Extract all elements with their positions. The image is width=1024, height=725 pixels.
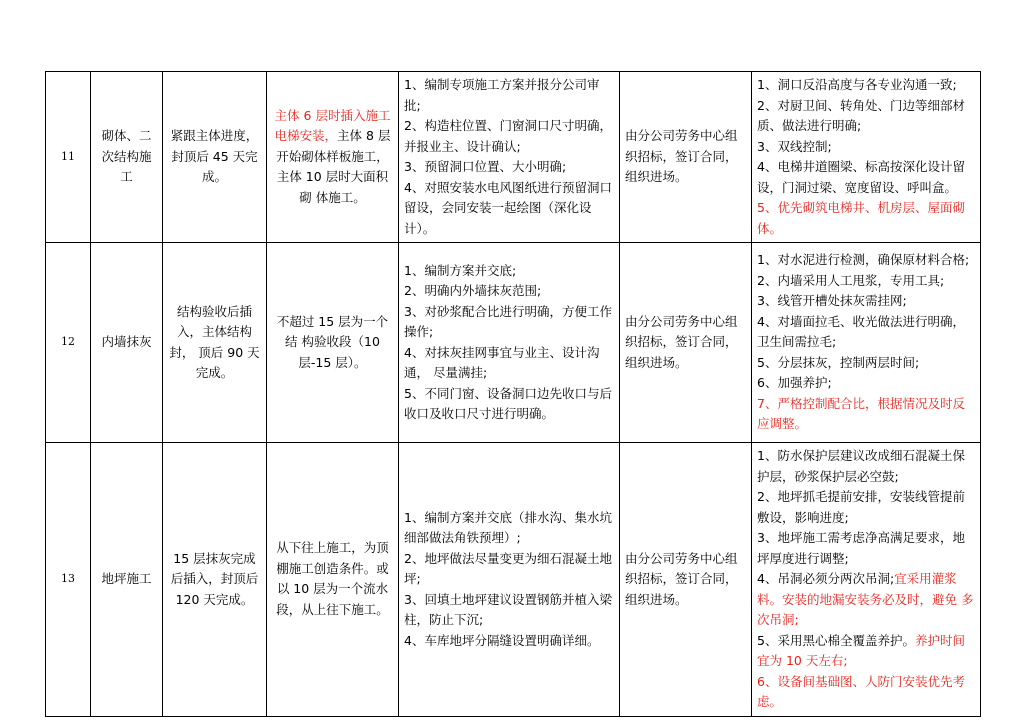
list-item: 2、明确内外墙抹灰范围; — [404, 283, 542, 298]
list-item: 2、地坪抓毛提前安排，安装线管提前 敷设，影响进度; — [757, 489, 965, 525]
item-name: 砌体、二次结构施工 — [91, 72, 163, 243]
segment-text: 主体 8 层开始砌体样板施工， 主体 10 层时大面积砌 体施工。 — [276, 128, 391, 205]
list-item: 1、防水保护层建议改成细石混凝土保护层，砂浆保护层必空鼓; — [757, 448, 965, 484]
insertion-timing: 紧跟主体进度，封顶后 45 天完成。 — [163, 72, 267, 243]
item-name: 内墙抹灰 — [91, 243, 163, 443]
list-item: 4、对抹灰挂网事宜与业主、设计沟通， 尽量满挂; — [404, 344, 600, 380]
list-item-highlight: 5、优先砌筑电梯井、机房层、屋面砌 体。 — [757, 200, 965, 236]
list-item: 4、对照安装水电风图纸进行预留洞口 留设，会同安装一起绘图（深化设计）。 — [404, 179, 612, 236]
list-item: 4、车库地坪分隔缝设置明确详细。 — [404, 632, 600, 648]
control-measures — [752, 72, 981, 243]
list-item: 2、构造柱位置、门窗洞口尺寸明确， 并报业主、设计确认; — [404, 118, 612, 154]
labor-arrangement: 由分公司劳务中心组织招标，签订合同，组织进场。 — [620, 443, 752, 717]
list-item: 4、电梯井道圈梁、标高按深化设计留 设，门洞过梁、宽度留设、呼叫盒。 — [757, 159, 965, 195]
labor-arrangement: 由分公司劳务中心组织招标，签订合同，组织进场。 — [620, 243, 752, 443]
list-item: 1、洞口反沿高度与各专业沟通一致; — [757, 77, 957, 92]
construction-segment: 不超过 15 层为一个结 构验收段（10 层-15 层）。 — [267, 243, 399, 443]
preparation-plan — [399, 72, 620, 243]
list-item: 3、对砂浆配合比进行明确，方便工作 操作; — [404, 303, 612, 339]
list-item: 3、双线控制; — [757, 138, 832, 154]
list-item: 3、线管开槽处抹灰需挂网; — [757, 293, 907, 309]
list-item: 2、内墙采用人工甩浆，专用工具; — [757, 272, 945, 288]
list-item: 6、加强养护; — [757, 375, 832, 391]
insertion-timing: 结构验收后插入，主体结构封， 顶后 90 天完成。 — [163, 243, 267, 443]
construction-plan-table — [45, 71, 981, 717]
list-item: 2、对厨卫间、转角处、门边等细部材 质、做法进行明确; — [757, 97, 965, 133]
row-number: 13 — [46, 443, 91, 717]
control-measures — [752, 443, 981, 717]
labor-arrangement: 由分公司劳务中心组织招标，签订合同，组织进场。 — [620, 72, 752, 243]
list-item: 1、编制专项施工方案并报分公司审 批; — [404, 77, 600, 113]
list-item: 1、对水泥进行检测，确保原材料合格; — [757, 252, 970, 268]
list-item-text: 5、采用黑心棉全覆盖养护。 — [757, 632, 915, 648]
list-item: 5、分层抹灰，控制两层时间; — [757, 354, 920, 370]
list-item: 2、地坪做法尽量变更为细石混凝土地 坪; — [404, 550, 612, 586]
list-item — [757, 631, 975, 672]
list-item-highlight: 养护时间 宜为 10 天左右; — [757, 632, 965, 668]
list-item-highlight: 6、设备间基础图、人防门安装优先考 虑。 — [757, 673, 965, 709]
list-item: 3、地坪施工需考虑净高满足要求，地 坪厚度进行调整; — [757, 530, 965, 566]
list-item-text: 4、吊洞必须分两次吊洞; — [757, 571, 895, 586]
segment-highlight: 主体 6 层时插入施工电梯安装， — [274, 107, 391, 144]
preparation-plan — [399, 243, 620, 443]
row-number: 12 — [46, 243, 91, 443]
construction-segment: 从下往上施工，为顶棚施工创造条件。或以 10 层为一个流水 段，从上往下施工。 — [267, 443, 399, 717]
list-item: 1、编制方案并交底; — [404, 262, 517, 278]
control-measures — [752, 243, 981, 443]
list-item: 4、对墙面拉毛、收光做法进行明确， 卫生间需拉毛; — [757, 313, 965, 350]
list-item — [757, 569, 975, 631]
construction-segment — [267, 72, 399, 243]
preparation-plan — [399, 443, 620, 717]
table-row — [46, 443, 981, 717]
item-name: 地坪施工 — [91, 443, 163, 717]
table-row — [46, 72, 981, 243]
list-item: 5、不同门窗、设备洞口边先收口与后 收口及收口尺寸进行明确。 — [404, 385, 612, 421]
list-item: 3、预留洞口位置、大小明确; — [404, 159, 567, 174]
list-item-highlight: 宜采用灌浆 料。安装的地漏安装务必及时，避免 多次吊洞; — [757, 571, 974, 627]
table-row — [46, 243, 981, 443]
list-item: 1、编制方案并交底（排水沟、集水坑 细部做法角铁预埋）; — [404, 509, 612, 545]
row-number: 11 — [46, 72, 91, 243]
list-item: 3、回填土地坪建议设置钢筋并植入梁 柱，防止下沉; — [404, 591, 612, 627]
list-item-highlight: 7、严格控制配合比，根据情况及时反 应调整。 — [757, 395, 965, 432]
insertion-timing: 15 层抹灰完成后插入，封顶后 120 天完成。 — [163, 443, 267, 717]
